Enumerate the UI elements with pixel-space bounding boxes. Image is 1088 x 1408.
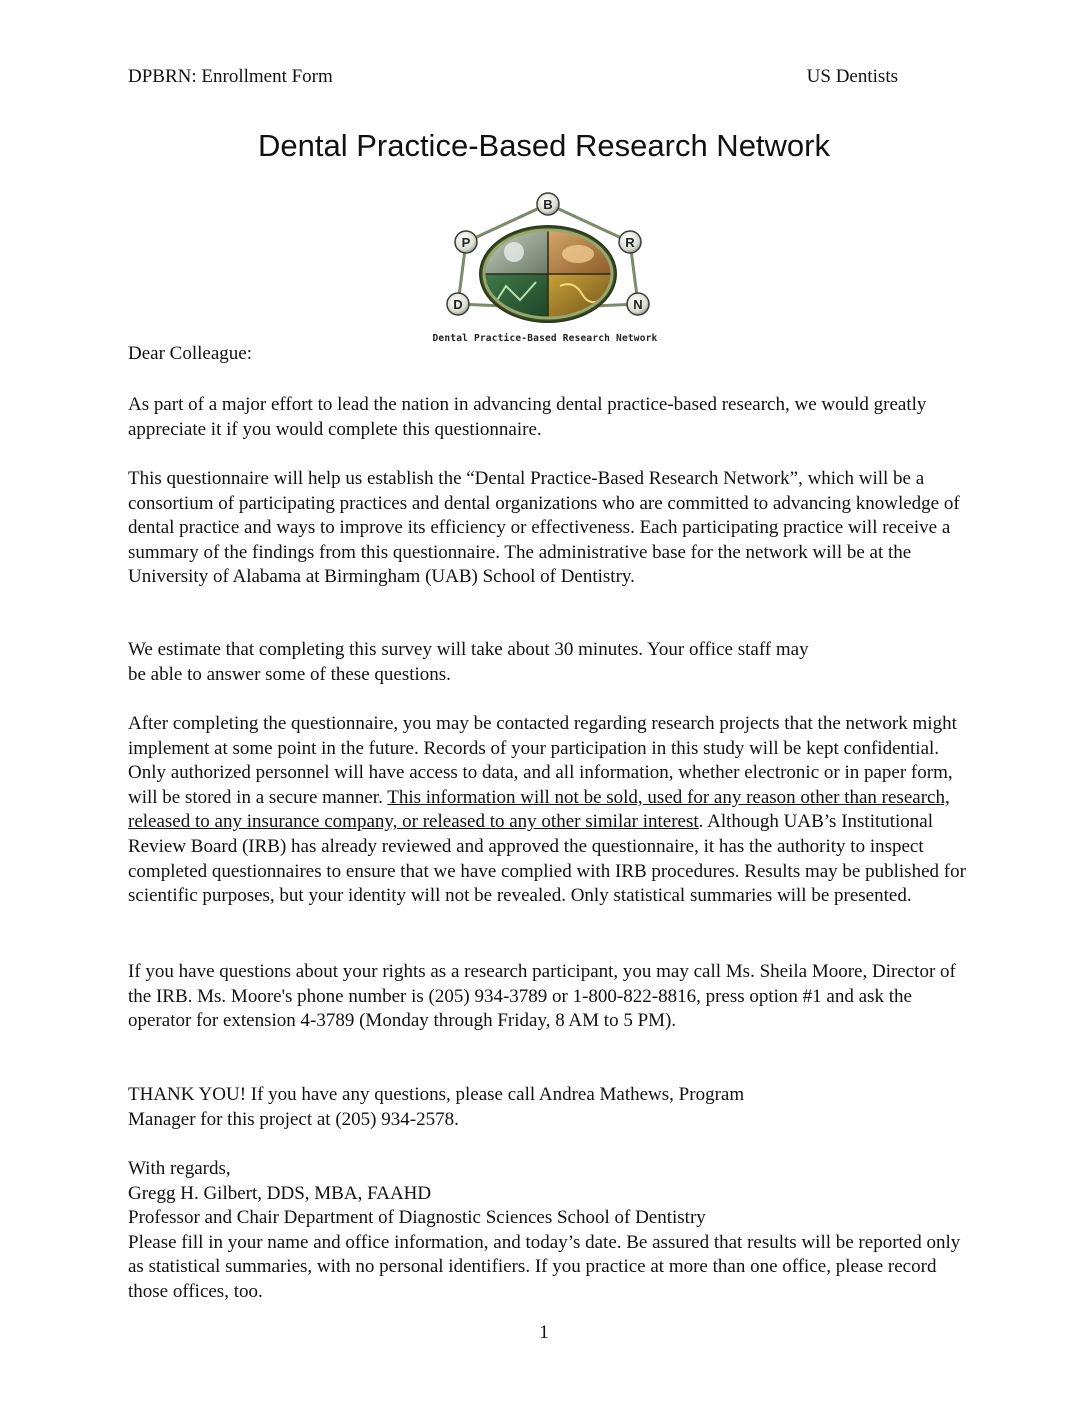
logo-caption: Dental Practice-Based Research Network <box>432 333 658 344</box>
logo-letter-p: P <box>461 235 471 250</box>
logo-letter-b: B <box>543 197 553 212</box>
thank-you-line1: THANK YOU! If you have any questions, please call Andrea Mathews, Program <box>128 1084 745 1105</box>
closing-regards: With regards, <box>128 1158 231 1179</box>
logo-node-p <box>455 231 477 253</box>
paragraph-intro <box>128 393 968 442</box>
paragraph-thank-you <box>128 1083 968 1132</box>
paragraph-time-line1: We estimate that completing this survey will take about 30 minutes. Your office staff may <box>128 639 809 660</box>
document-title: Dental Practice-Based Research Network <box>257 128 831 163</box>
logo-node-b <box>537 193 559 215</box>
paragraph-time-line2: be able to answer some of these questions. <box>128 663 451 685</box>
paragraph-confidentiality-text <box>128 712 968 909</box>
confidentiality-intro: After completing the questionnaire, you may be contacted regarding research projects that the network might implement at some point in the future. Records of your participation in this study will be kept confidential. Only authorized personnel will have access to data, and all information, whether electronic or in paper form, will be stored in a secure manner. <box>128 713 957 808</box>
logo-letter-r: R <box>625 235 635 250</box>
confidentiality-irb: . Although UAB’s Institutional Review Board (IRB) has already reviewed and approved the questionnaire, it has the authority to inspect completed questionnaires to ensure that we have complied with IRB procedures. Results may be published for scientific purposes, but your identity will not be revealed. Only statistical summaries will be presented. <box>128 811 966 907</box>
paragraph-rights-text: If you have questions about your rights as a research participant, you may call Ms. Sheila Moore, Director of the IRB. Ms. Moore's phone number is (205) 934-3789 or 1-800-822-8816, press option #1 and ask the operator for extension 4-3789 (Monday through Friday, 8 AM to 5 PM). <box>128 961 956 1032</box>
paragraph-network-text: This questionnaire will help us establish the “Dental Practice-Based Research Network”, which will be a consortium of participating practices and dental organizations who are committed to advancing knowledge of dental practice and ways to improve its efficiency or effectiveness. Each participating practice will receive a summary of the findings from this questionnaire. The administrative base for the network will be at the University of Alabama at Birmingham (UAB) School of Dentistry. <box>128 468 960 588</box>
logo-node-r <box>619 231 641 253</box>
paragraph-network <box>128 467 968 590</box>
closing-block <box>128 1157 968 1305</box>
logo-letter-n: N <box>633 297 643 312</box>
header-form-name: DPBRN: Enrollment Form <box>128 66 333 87</box>
paragraph-time-estimate <box>128 638 968 687</box>
confidentiality-underlined-notice: This information will not be sold, used for any reason other than research, released to any insurance company, or released to any other similar interest <box>128 786 950 833</box>
thank-you-line2: Manager for this project at (205) 934-2578. <box>128 1108 459 1130</box>
signer-name: Gregg H. Gilbert, DDS, MBA, FAAHD <box>128 1182 432 1204</box>
signer-position: Professor and Chair Department of Diagnostic Sciences School of Dentistry <box>128 1207 706 1229</box>
paragraph-confidentiality <box>128 712 968 909</box>
dpbrn-logo <box>436 190 660 350</box>
paragraph-rights <box>128 960 968 1034</box>
paragraph-intro-text: As part of a major effort to lead the nation in advancing dental practice-based research, we would greatly appreciate it if you would complete this questionnaire. <box>128 394 927 440</box>
fill-in-instructions: Please fill in your name and office information, and today’s date. Be assured that results will be reported only as statistical summaries, with no personal identifiers. If you practice at more than one office, please record those offices, too. <box>128 1231 961 1302</box>
logo-letter-d: D <box>453 297 463 312</box>
salutation: Dear Colleague: <box>128 343 252 364</box>
header-audience: US Dentists <box>806 66 898 87</box>
logo-node-d <box>447 293 469 315</box>
page-number: 1 <box>539 1322 549 1343</box>
logo-node-n <box>627 293 649 315</box>
